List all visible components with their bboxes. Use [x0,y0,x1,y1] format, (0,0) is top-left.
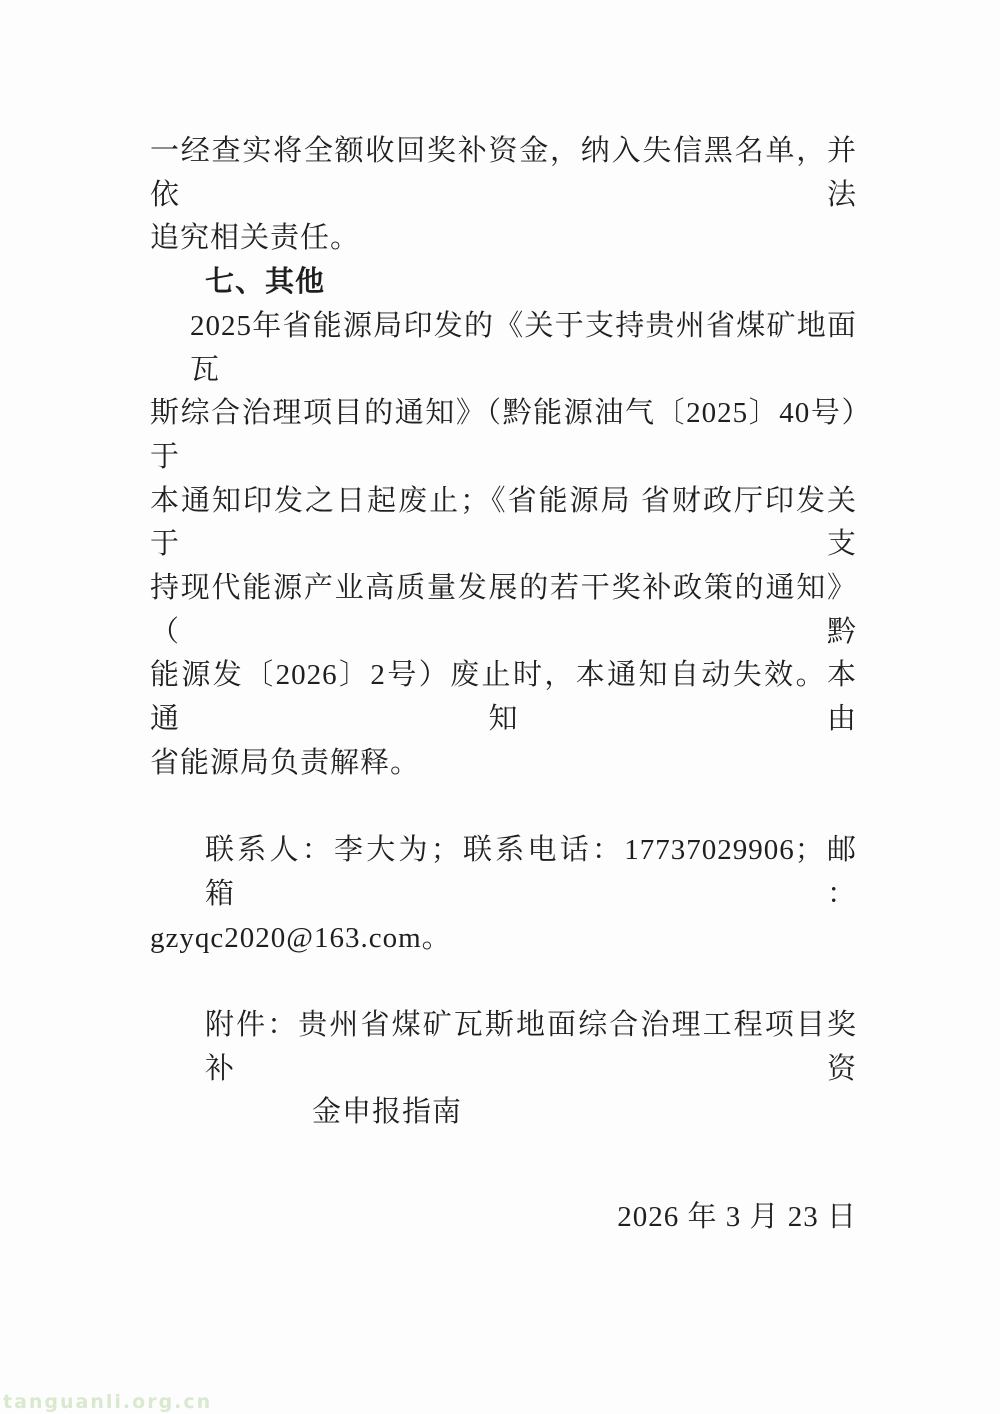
repeal-line-5: 能源发〔2026〕2号）废止时，本通知自动失效。本通知由 [150,659,857,736]
contact-email-line: gzyqc2020@163.com。 [150,921,452,954]
contact-line-1: 联系人：李大为；联系电话：17737029906；邮箱： [205,834,857,910]
repeal-line-3: 本通知印发之日起废止；《省能源局 省财政厅印发关于支 [150,484,857,561]
liability-line-2: 追究相关责任。 [150,222,361,255]
repeal-line-1: 2025年省能源局印发的《关于支持贵州省煤矿地面瓦 [190,309,857,386]
document-date: 2026 年 3 月 23 日 [617,1201,857,1234]
repeal-line-2: 斯综合治理项目的通知》（黔能源油气〔2025〕40号）于 [150,397,857,473]
repeal-line-6: 省能源局负责解释。 [150,746,421,779]
attachment-line-1: 附件：贵州省煤矿瓦斯地面综合治理工程项目奖补资 [205,1009,857,1085]
section-heading-other: 七、其他 [205,266,326,299]
repeal-line-4: 持现代能源产业高质量发展的若干奖补政策的通知》（黔 [150,572,857,648]
attachment-line-2: 金申报指南 [312,1096,463,1129]
document-body [150,130,857,1240]
liability-line-1: 一经查实将全额收回奖补资金，纳入失信黑名单，并依法 [150,135,857,211]
watermark-text: tanguanli.org.cn [3,1391,213,1413]
